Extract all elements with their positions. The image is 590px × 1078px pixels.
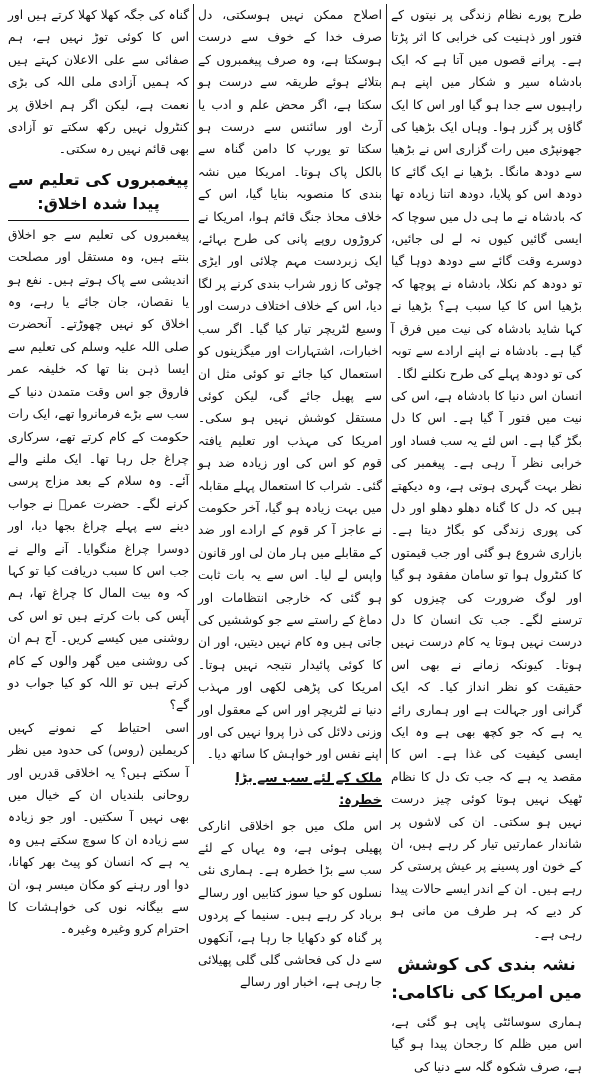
country-danger-heading-text: ملک کے لئے سب سے بڑا خطرہ:: [235, 770, 382, 809]
prophet-teaching-heading: پیغمبروں کی تعلیم سے پیدا شدہ اخلاق:: [8, 164, 189, 221]
freedom-paragraph: گناہ کی جگہ کھلا کھلا کرتے ہیں اور اس کا کوئی توڑ نہیں ہے، ہم صفائی سے علی الاعلان کہتے ہیں کہ ہمیں آزادی ملی اللہ کی بڑی نعمت ہے، لیکن اگر ہم اخلاق پر کنٹرول نہیں رکھ سکتے تو آزادی بھی قائم نہیں رہ سکتی۔: [8, 8, 189, 157]
society-paragraph: ہماری سوسائٹی پاپی ہو گئی ہے، اس میں ظلم کا رجحان پیدا ہو گیا ہے، صرف شکوہ گلہ سے دنیا کی: [391, 1015, 582, 1074]
right-column: [386, 4, 586, 1074]
america-prohibition-heading: نشہ بندی کی کوشش میں امریکا کی ناکامی:: [391, 955, 582, 1004]
king-story-paragraph: طرح پورے نظام زندگی پر نیتوں کے فتور اور ذہنیت کی خرابی کا اثر پڑتا ہے۔ پرانے قصوں میں آتا ہے کہ ایک بادشاہ سیر و شکار میں اپنے ہم راہیوں سے جدا ہو گیا اور اس کا ایک گاؤں پر گزر ہوا۔ وہاں ایک بڑھیا کی جھونپڑی میں رات گزاری اس نے بڑھیا سے دودھ مانگا۔ بڑھیا نے ایک گائے کا دودھ اس کو پلایا، دودھ اتنا زیادہ تھا کہ بادشاہ نے ما ہی دل میں سوچا کہ ایسی گائیں کیوں نہ لے لی جائیں، دوسرے وقت گائے سے دودھ دوہا گیا تو دودھ کم نکلا، بادشاہ نے پوچھا کہ بڑھیا اس کا کیا سبب ہے؟ بڑھیا نے کہا شاید بادشاہ کی نیت میں فرق آ گیا ہے۔ بادشاہ نے اپنے ارادے سے توبہ کی تو دودھ پہلے کی طرح نکلنے لگا۔: [391, 8, 582, 381]
prophet-ethics-paragraph: پیغمبروں کی تعلیم سے جو اخلاق بنتے ہیں، وہ مستقل اور مصلحت اندیشی سے پاک ہوتے ہیں۔ نفع ہو یا نقصان، جان جائے یا رہے، وہ اخلاق کو نہیں چھوڑتے۔ آنحضرت صلی اللہ علیہ وسلم کی تعلیم سے ایسا ذہن بنا تھا کہ خلیفہ عمر فاروق جو اس وقت متمدن دنیا کے سب سے بڑے فرمانروا تھے، ایک رات حکومت کے کام کرتے تھے، سرکاری چراغ جل رہا تھا۔ ایک ملنے والے آئے۔ وہ سلام کے بعد مزاج پرسی کرنے لگے۔ حضرت عمرؓ نے جواب دینے سے پہلے چراغ بجھا دیا، اور دوسرا چراغ منگوایا۔ آنے والے نے جب اس کا سبب دریافت کیا تو کہا کہ وہ بیت المال کا چراغ تھا، ہم آپس کی بات کرتے ہیں تو اس کی روشنی میں کیسے کریں۔ آج ہم ان کی روشنی میں گھر والوں کے کام کرتے ہیں تو اللہ کو کیا جواب دو گے؟: [8, 227, 189, 713]
reform-paragraph: اصلاح ممکن نہیں ہوسکتی، دل صرف خدا کے خوف سے درست ہوسکتا ہے، وہ صرف پیغمبروں کے بتلائے ہوئے طریقہ سے درست ہو سکتا ہے، اگر محض علم و ادب یا آرٹ اور سائنس سے درست ہو سکتا تو یورپ کا دامن گناہ سے بالکل پاک ہوتا۔ امریکا میں نشہ بندی کا منصوبہ بنایا گیا، اس کے خلاف محاذ جنگ قائم ہوا، امریکا نے کروڑوں روپے پانی کی طرح بہائے، ایک زبردست مہم چلائی اور ایڑی چوٹی کا زور شراب بندی کرنے پر لگا دیا، اس کے خلاف اختلاف درست اور وسیع لٹریچر تیار کیا گیا۔ اگر سب اخبارات، اشتہارات اور میگزینوں کو استعمال کیا جائے تو کوئی مثل ان سے پھیل جائے گی، لیکن کوئی مستقل کوشش نہیں ہو سکی۔ امریکا کی مہذب اور تعلیم یافتہ قوم کو اس کی اور زیادہ ضد ہو گئی۔ شراب کا استعمال پہلے مقابلہ میں بہت زیادہ ہو گیا، آخر حکومت نے عاجز آ کر قوم کے ارادے اور ضد کے مقابلے میں ہار مان لی اور قانون واپس لے لیا۔ اس سے یہ بات ثابت ہو گئی کہ خارجی انتظامات اور دماغ کے راستے سے جو کوششیں کی جاتی ہیں وہ کام نہیں دیتیں، اور ان کا کوئی پائیدار نتیجہ نہیں ہوتا۔ امریکا کی پڑھی لکھی اور مہذب دنیا نے لٹریچر اور اس کے معقول اور وزنی دلائل کی ذرا پروا نہیں کی اور اپنے نفس اور خواہش کا ساتھ دیا۔: [198, 8, 382, 762]
country-danger-heading: [198, 768, 382, 813]
middle-column: [193, 4, 386, 990]
human-king-paragraph: انسان اس دنیا کا بادشاہ ہے، اس کی نیت میں فتور آ گیا ہے۔ اس کا دل بگڑ گیا ہے۔ اس لئے یہ سب فساد اور خرابی نظر آ رہی ہے۔ پیغمبر کی نظر بہت گہری ہوتی ہے، وہ دیکھتے ہیں کہ دل کا گناہ دھلو دھلو اور دل کی پوری زندگی کو بگاڑ دیتا ہے۔ بازاری شروع ہو گئی اور جب قیمتوں کا کنٹرول ہوا تو سامان مفقود ہو گیا اور لوگ ضرورت کی چیزوں کو ترسنے لگے۔ جب تک انسان کا دل درست نہیں ہوتا یہ کام درست نہیں ہوتا۔ کیونکہ زمانے نے بھی اس حقیقت کو نظر انداز کیا۔ کہ ایک گرانی اور جہالت ہے اور ہماری رائے یہ ہے کہ جو کچھ بھی ہے وہ ایک ایسی کیفیت کی غذا ہے۔ اس کا مقصد یہ ہے کہ جب تک دل کا نظام ٹھیک نہیں ہوتا کوئی چیز درست نہیں ہو سکتی۔ ان کی لاشوں پر شاندار عمارتیں تیار کر رہے ہیں، ان کے خون اور پسینے پر عیش پرستی کر رہے ہیں۔ ان کے اندر ایسے حالات پیدا کر دیے کہ ہر طرف من مانی ہو رہی ہے۔: [391, 388, 582, 941]
kremlin-paragraph: اسی احتیاط کے نمونے کہیں کریملین (روس) کی حدود میں نظر آ سکتے ہیں؟ یہ اخلاقی قدریں اور روحانی بلندیاں ان کے خیال میں بھی نہیں آ سکتیں۔ اور جو زیادہ سے زیادہ ان کا سوچ سکتے ہیں وہ یہ ہے کہ انسان کو پیٹ بھر کھانا، دوا اور رہنے کو مکان میسر ہو، ان سے بیگانہ نوں کی خواہشات کا احترام کرو وغیرہ وغیرہ۔: [8, 720, 189, 937]
moral-anarchy-paragraph: اس ملک میں جو اخلاقی انارکی پھیلی ہوئی ہے، وہ یہاں کے لئے سب سے بڑا خطرہ ہے۔ ہماری نئی نسلوں کو حیا سوز کتابیں اور رسالے برباد کر رہے ہیں۔ سنیما کے پردوں پر گناہ کو دکھایا جا رہا ہے، آنکھوں سے دل کی فحاشی گلی گلی پھیلائی جا رہی ہے، اخبار اور رسالے: [198, 818, 382, 990]
left-column: [4, 4, 193, 937]
